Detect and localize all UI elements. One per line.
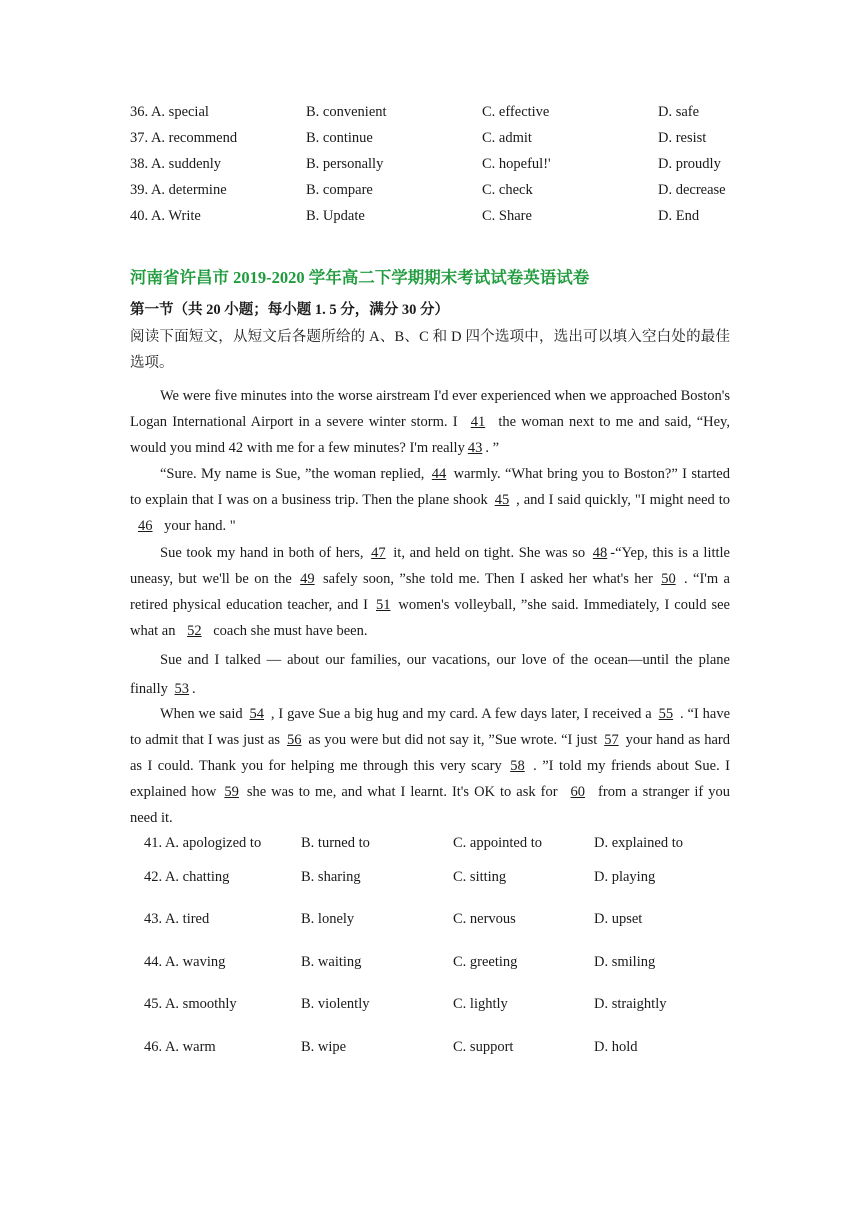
option-c: C. support xyxy=(453,1039,514,1055)
blank-57: 57 xyxy=(604,732,619,748)
option-b: B. compare xyxy=(306,182,373,198)
blank-45: 45 xyxy=(494,492,510,508)
option-d: D. resist xyxy=(658,130,707,146)
question-44-options xyxy=(0,954,860,980)
blank-50: 50 xyxy=(661,571,676,587)
passage-paragraph-4: Sue and I talked — about our families, our vacations, our love of the ocean—until the plane finally 53 . xyxy=(130,652,730,697)
option-d: D. End xyxy=(658,208,700,224)
blank-56: 56 xyxy=(286,732,302,748)
option-c: C. Share xyxy=(482,208,532,224)
option-a: 41. A. apologized to xyxy=(144,835,262,851)
option-d: D. upset xyxy=(594,911,643,927)
option-a: 43. A. tired xyxy=(144,911,210,927)
option-d: D. smiling xyxy=(594,954,656,970)
passage-paragraph-2: “Sure. My name is Sue, ”the woman replied, 44 warmly. “What bring you to Boston?” I started to explain that I was on a business trip. Then the plane shook 45 , and I said quickly, "I might need to 46 your hand. " xyxy=(130,466,731,534)
passage-paragraph-1: We were five minutes into the worse airstream I'd ever experienced when we approached Boston's Logan International Airport in a severe winter storm. I 41 the woman next to me and said, “Hey, would you mind 42 with me for a few minutes? I'm really 43 . ” xyxy=(130,388,730,456)
option-c: C. hopeful!' xyxy=(482,156,551,172)
question-39-options xyxy=(0,182,860,208)
option-a: 40. A. Write xyxy=(130,208,201,224)
instructions: 阅读下面短文，从短文后各题所给的 A、B、C 和 D 四个选项中，选出可以填入空白处的最佳选项。 xyxy=(130,329,730,371)
passage-paragraph-5: When we said 54 , I gave Sue a big hug and my card. A few days later, I received a 55 . “I have to admit that I was just as 56 as you were but did not say it, ”Sue wrote. “I just 57 your hand as hard as I could. Thank you for helping me through this very scary 58 . ”I told my friends about Sue. I explained how 59 she was to me, and what I learnt. It's OK to ask for 60 from a stranger if you need it. xyxy=(130,706,731,826)
option-b: B. turned to xyxy=(301,835,370,851)
blank-54: 54 xyxy=(249,706,265,722)
question-45-options xyxy=(0,996,860,1022)
option-d: D. playing xyxy=(594,869,656,885)
option-b: B. convenient xyxy=(306,104,387,120)
option-c: C. nervous xyxy=(453,911,516,927)
blank-55: 55 xyxy=(658,706,674,722)
option-b: B. continue xyxy=(306,130,373,146)
question-42-options xyxy=(0,869,860,895)
option-c: C. lightly xyxy=(453,996,508,1012)
option-a: 46. A. warm xyxy=(144,1039,216,1055)
option-d: D. decrease xyxy=(658,182,726,198)
question-40-options xyxy=(0,208,860,234)
question-46-options xyxy=(0,1039,860,1065)
option-b: B. sharing xyxy=(301,869,361,885)
blank-41: 41 xyxy=(470,414,486,430)
blank-46: 46 xyxy=(138,518,153,534)
option-b: B. wipe xyxy=(301,1039,347,1055)
option-d: D. safe xyxy=(658,104,700,120)
blank-43: 43 xyxy=(467,440,483,456)
option-d: D. explained to xyxy=(594,835,683,851)
section-title: 河南省许昌市 2019-2020 学年高二下学期期末考试试卷英语试卷 xyxy=(130,268,590,287)
blank-59: 59 xyxy=(224,784,239,800)
option-c: C. sitting xyxy=(453,869,507,885)
question-37-options xyxy=(0,130,860,156)
blank-58: 58 xyxy=(510,758,525,774)
option-a: 42. A. chatting xyxy=(144,869,230,885)
option-a: 36. A. special xyxy=(130,104,209,120)
option-d: D. hold xyxy=(594,1039,638,1055)
blank-49: 49 xyxy=(300,571,315,587)
option-a: 39. A. determine xyxy=(130,182,227,198)
question-43-options xyxy=(0,911,860,937)
option-c: C. effective xyxy=(482,104,550,120)
question-38-options xyxy=(0,156,860,182)
blank-47: 47 xyxy=(371,545,386,561)
option-c: C. check xyxy=(482,182,533,198)
passage-paragraph-3: Sue took my hand in both of hers, 47 it, and held on tight. She was so 48 -“Yep, this is a little uneasy, but we'll be on the 49 safely soon, ”she told me. Then I asked her what's her 50 . “I'm a retired physical education teacher, and I 51 women's volleyball, ”she said. Immediately, I could see what an 52 coach she must have been. xyxy=(130,545,730,639)
option-a: 38. A. suddenly xyxy=(130,156,222,172)
blank-48: 48 xyxy=(592,545,608,561)
option-b: B. personally xyxy=(306,156,384,172)
section-subtitle: 第一节（共 20 小题；每小题 1. 5 分，满分 30 分） xyxy=(130,302,449,318)
blank-44: 44 xyxy=(431,466,447,482)
option-a: 44. A. waving xyxy=(144,954,226,970)
blank-60: 60 xyxy=(570,784,586,800)
option-c: C. admit xyxy=(482,130,532,146)
option-a: 45. A. smoothly xyxy=(144,996,237,1012)
option-b: B. lonely xyxy=(301,911,355,927)
question-36-options xyxy=(0,104,860,130)
blank-52: 52 xyxy=(187,623,202,639)
option-b: B. Update xyxy=(306,208,365,224)
option-b: B. waiting xyxy=(301,954,362,970)
option-c: C. appointed to xyxy=(453,835,543,851)
blank-53: 53 xyxy=(174,681,189,697)
option-d: D. straightly xyxy=(594,996,667,1012)
option-c: C. greeting xyxy=(453,954,518,970)
option-d: D. proudly xyxy=(658,156,721,172)
option-b: B. violently xyxy=(301,996,370,1012)
blank-51: 51 xyxy=(375,597,391,613)
question-41-options xyxy=(0,835,860,861)
option-a: 37. A. recommend xyxy=(130,130,238,146)
